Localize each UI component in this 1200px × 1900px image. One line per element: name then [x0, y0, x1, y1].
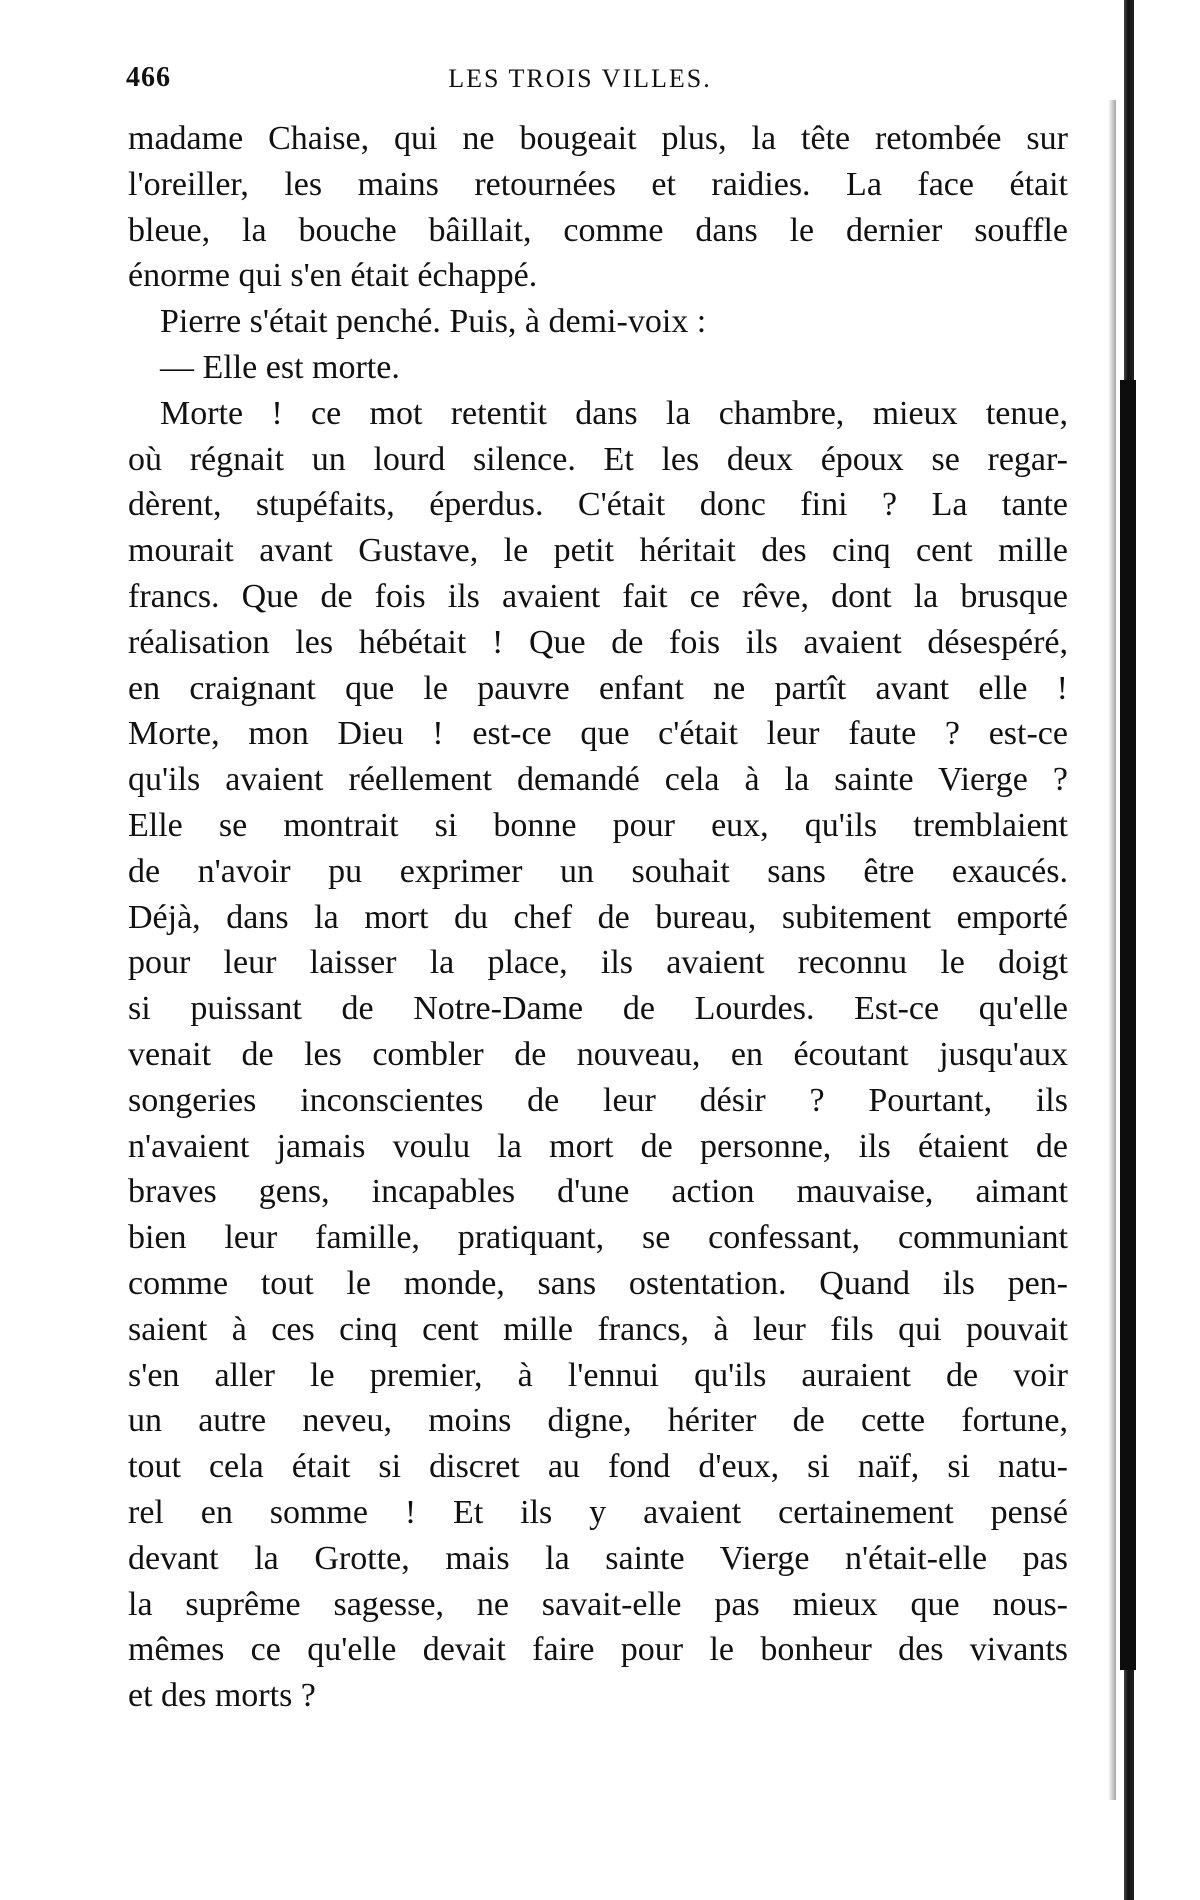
text-line: comme tout le monde, sans ostentation. Quand ils pen-	[128, 1264, 1068, 1302]
text-line: mêmes ce qu'elle devait faire pour le bonheur des vivants	[128, 1631, 1068, 1669]
text-line: s'en aller le premier, à l'ennui qu'ils auraient de voir	[128, 1356, 1068, 1394]
text-line: pour leur laisser la place, ils avaient reconnu le doigt	[128, 944, 1068, 982]
text-line: de n'avoir pu exprimer un souhait sans être exaucés.	[128, 852, 1068, 890]
text-line: l'oreiller, les mains retournées et raidies. La face était	[128, 165, 1068, 203]
text-line: si puissant de Notre-Dame de Lourdes. Est-ce qu'elle	[128, 990, 1068, 1028]
body-text	[128, 116, 1068, 1719]
text-line: Morte, mon Dieu ! est-ce que c'était leur faute ? est-ce	[128, 715, 1068, 753]
text-line: saient à ces cinq cent mille francs, à leur fils qui pouvait	[128, 1310, 1068, 1348]
text-line: Morte ! ce mot retentit dans la chambre, mieux tenue,	[160, 394, 1068, 432]
text-line: où régnait un lourd silence. Et les deux époux se regar-	[128, 440, 1068, 478]
text-line: francs. Que de fois ils avaient fait ce rêve, dont la brusque	[128, 577, 1068, 615]
text-line: rel en somme ! Et ils y avaient certainement pensé	[128, 1493, 1068, 1531]
text-line: bien leur famille, pratiquant, se confessant, communiant	[128, 1219, 1068, 1257]
running-title: LES TROIS VILLES.	[448, 64, 712, 93]
text-line: réalisation les hébétait ! Que de fois ils avaient désespéré,	[128, 623, 1068, 661]
text-line: énorme qui s'en était échappé.	[128, 257, 538, 295]
text-line: songeries inconscientes de leur désir ? Pourtant, ils	[128, 1081, 1068, 1119]
text-line: madame Chaise, qui ne bougeait plus, la tête retombée sur	[128, 120, 1068, 157]
text-line: n'avaient jamais voulu la mort de personne, ils étaient de	[128, 1127, 1068, 1165]
page-number: 466	[126, 62, 171, 93]
text-line: venait de les combler de nouveau, en écoutant jusqu'aux	[128, 1035, 1068, 1073]
text-line: Elle se montrait si bonne pour eux, qu'ils tremblaient	[128, 806, 1068, 844]
text-line: la suprême sagesse, ne savait-elle pas mieux que nous-	[128, 1585, 1068, 1623]
text-line: en craignant que le pauvre enfant ne partît avant elle !	[128, 669, 1068, 707]
text-line: — Elle est morte.	[160, 348, 400, 386]
page-edge-dark	[1120, 380, 1136, 1670]
text-line: Déjà, dans la mort du chef de bureau, subitement emporté	[128, 898, 1068, 936]
text-line: et des morts ?	[128, 1677, 316, 1715]
running-header	[0, 62, 1200, 102]
text-line: dèrent, stupéfaits, éperdus. C'était donc fini ? La tante	[128, 486, 1068, 524]
text-line: qu'ils avaient réellement demandé cela à la sainte Vierge ?	[128, 761, 1068, 799]
text-line: braves gens, incapables d'une action mauvaise, aimant	[128, 1173, 1068, 1211]
text-line: un autre neveu, moins digne, hériter de cette fortune,	[128, 1402, 1068, 1440]
text-line: bleue, la bouche bâillait, comme dans le dernier souffle	[128, 211, 1068, 249]
text-line: mourait avant Gustave, le petit héritait des cinq cent mille	[128, 532, 1068, 570]
text-line: tout cela était si discret au fond d'eux, si naïf, si natu-	[128, 1448, 1068, 1486]
text-line: Pierre s'était penché. Puis, à demi-voix :	[160, 303, 707, 341]
binding-shadow	[1108, 100, 1116, 1800]
text-line: devant la Grotte, mais la sainte Vierge n'était-elle pas	[128, 1539, 1068, 1577]
